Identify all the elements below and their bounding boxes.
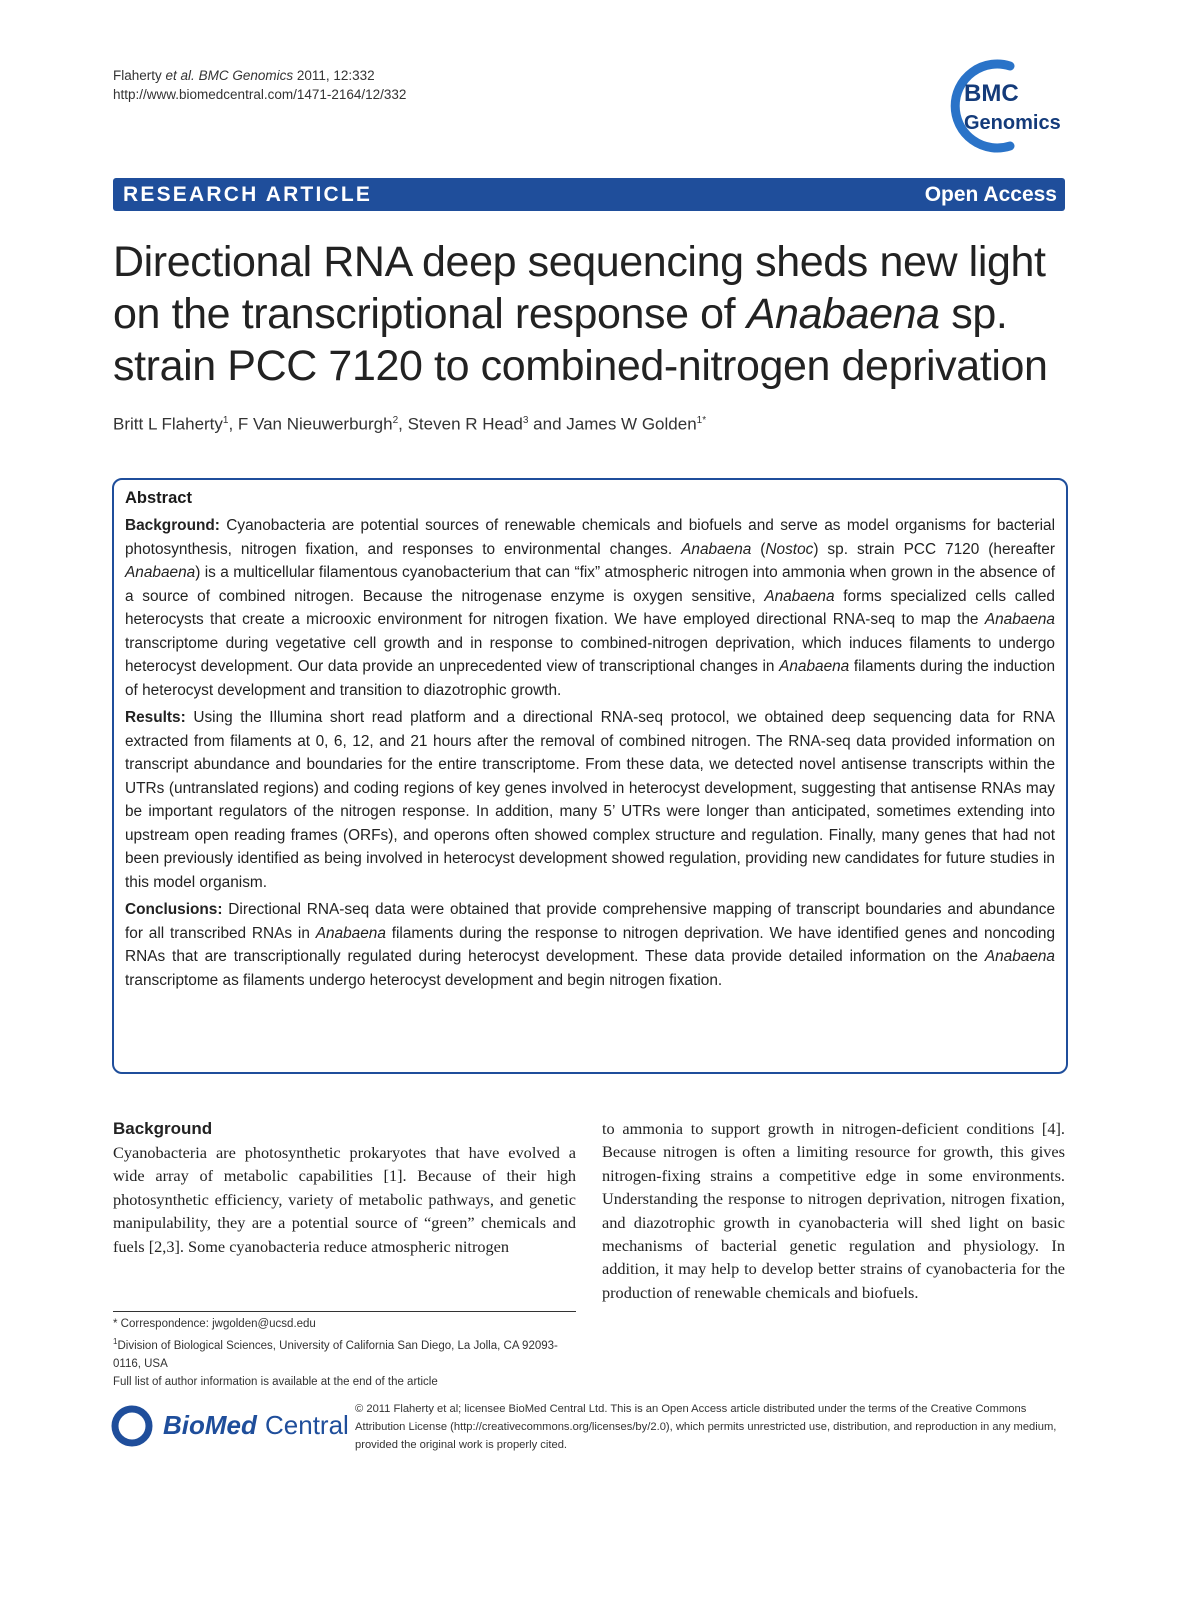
title-italic: Anabaena	[746, 290, 940, 338]
central-logo-text: Central	[265, 1410, 349, 1440]
open-access-label: Open Access	[924, 183, 1057, 206]
section-heading-background: Background	[113, 1119, 213, 1138]
author-2-affil: 2	[392, 415, 399, 426]
abstract-text: transcriptome during vegetative cell growth and in response to combined-nitrogen deprivation, which induces filaments to undergo heterocyst development. Our data provide an unprecedented view of transcriptional changes in	[125, 634, 1055, 675]
bmc-logo-name: BMC	[964, 80, 1019, 107]
citation-line	[113, 66, 406, 85]
abstract-background	[125, 514, 1055, 702]
abstract-text: filaments during the induction of heterocyst development and transition to diazotrophic growth.	[125, 658, 1056, 699]
abstract-text: ) is a multicellular filamentous cyanobacterium that can “fix” atmospheric nitrogen into ammonia when grown in the absence of a source of combined nitrogen. Because the nitrogenase enzyme is oxygen sensitive,	[125, 564, 1055, 605]
author-separator: ,	[398, 414, 408, 434]
biomed-logo-text: BioMed	[163, 1410, 257, 1440]
abstract-text: transcriptome as filaments undergo heterocyst development and begin nitrogen fixation.	[125, 971, 723, 989]
abstract-italic: Anabaena	[315, 924, 386, 942]
body-paragraph: to ammonia to support growth in nitrogen-deficient conditions [4]. Because nitrogen is often a limiting resource for growth, this gives nitrogen-fixing strains a competitive edge in some environments. Understanding the response to nitrogen deprivation, nitrogen fixation, and diazotrophic growth in cyanobacteria will shed light on basic mechanisms of bacterial genetic regulation and physiology. In addition, it may help to develop better strains of cyanobacteria for the production of renewable chemicals and biofuels.	[602, 1119, 1065, 1302]
author-4-affil: 1*	[696, 415, 707, 426]
abstract-heading: Abstract	[125, 489, 192, 507]
citation-journal: BMC Genomics	[198, 68, 294, 83]
author-2: F Van Nieuwerburgh	[237, 414, 393, 434]
abstract-text: Directional RNA-seq data were obtained that provide comprehensive mapping of transcript boundaries and abundance for all transcribed RNAs in	[125, 901, 1055, 942]
author-4: James W Golden	[566, 414, 697, 434]
abstract-text: Cyanobacteria are potential sources of renewable chemicals and biofuels and serve as model organisms for bacterial photosynthesis, nitrogen fixation, and responses to environmental changes.	[125, 517, 1055, 558]
author-list	[113, 408, 706, 438]
author-1-affil: 1	[222, 415, 229, 426]
abstract-text: filaments during the response to nitrogen deprivation. We have identified genes and noncoding RNAs that are transcriptionally regulated during heterocyst development. These data provide detailed information on the	[125, 924, 1056, 965]
footnote-divider	[113, 1311, 576, 1312]
author-separator: ,	[228, 414, 238, 434]
abstract-text: (	[751, 540, 766, 558]
article-type-bar	[113, 178, 1065, 211]
abstract-text: forms specialized cells called heterocysts that create a microoxic environment for nitrogen fixation. We have employed directional RNA-seq to map the	[125, 587, 1055, 628]
abstract-box	[112, 478, 1068, 1074]
abstract-italic: Anabaena	[681, 540, 752, 558]
author-separator: and	[528, 414, 567, 434]
abstract-italic: Nostoc	[765, 540, 814, 558]
abstract-conclusions-label: Conclusions:	[125, 901, 223, 918]
author-3: Steven R Head	[407, 414, 523, 434]
biomed-central-logo	[110, 1402, 349, 1450]
correspondence-note: * Correspondence: jwgolden@ucsd.edu	[113, 1318, 316, 1330]
abstract-italic: Anabaena	[984, 948, 1055, 965]
author-3-affil: 3	[522, 415, 529, 426]
abstract-text: Using the Illumina short read platform and a directional RNA-seq protocol, we obtained deep sequencing data for RNA extracted from filaments at 0, 6, 12, and 21 hours after the removal of combined nitrogen. The RNA-seq data provided information on transcript abundance and boundaries for the entire transcriptome. From these data, we detected novel antisense transcripts within the UTRs (untranslated regions) and coding regions of key genes involved in heterocyst development, suggesting that antisense RNAs may be important regulators of the nitrogen response. In addition, many 5’ UTRs were longer than anticipated, sometimes extending into upstream open reading frames (ORFs), and operons often showed complex structure and regulation. Finally, many genes that had not been previously identified as being involved in heterocyst development showed regulation, providing new candidates for future studies in this model organism.	[125, 709, 1055, 891]
article-url[interactable]: http://www.biomedcentral.com/1471-2164/12/332	[113, 87, 407, 102]
abstract-conclusions	[125, 898, 1055, 992]
body-paragraph: Cyanobacteria are photosynthetic prokaryotes that have evolved a wide array of metabolic capabilities [1]. Because of their high photosynthetic efficiency, variety of metabolic pathways, and genetic manipulability, they are a potential source of “green” chemicals and fuels [2,3]. Some cyanobacteria reduce atmospheric nitrogen	[113, 1143, 576, 1256]
author-info-note: Full list of author information is available at the end of the article	[113, 1375, 438, 1388]
abstract-background-label: Background:	[125, 517, 220, 534]
footnotes	[113, 1315, 576, 1391]
abstract-results-label: Results:	[125, 709, 186, 726]
affiliation-note	[113, 1333, 576, 1373]
body-column-right	[602, 1117, 1065, 1304]
abstract-italic: Anabaena	[764, 587, 835, 605]
abstract-text: ) sp. strain PCC 7120 (hereafter	[813, 540, 1055, 558]
affiliation-text: Division of Biological Sciences, University of California San Diego, La Jolla, CA 92093-0116, USA	[113, 1339, 558, 1370]
article-title	[113, 236, 1073, 392]
citation-etal: et al.	[165, 68, 195, 83]
author-1: Britt L Flaherty	[113, 414, 223, 434]
article-type: RESEARCH ARTICLE	[123, 183, 373, 206]
citation-volume: 2011, 12:332	[293, 68, 375, 83]
body-column-left	[113, 1117, 576, 1258]
citation-authors: Flaherty	[113, 68, 166, 83]
abstract-italic: Anabaena	[779, 658, 850, 675]
affiliation-sup: 1	[113, 1337, 118, 1346]
abstract-results	[125, 706, 1055, 894]
citation	[113, 66, 406, 104]
abstract-italic: Anabaena	[125, 564, 196, 581]
biomed-central-ring-icon	[110, 1404, 154, 1448]
bmc-logo-sub: Genomics	[964, 112, 1061, 134]
abstract-italic: Anabaena	[984, 611, 1055, 628]
bmc-genomics-logo	[942, 56, 1082, 156]
license-statement: © 2011 Flaherty et al; licensee BioMed Central Ltd. This is an Open Access article distributed under the terms of the Creative Commons Attribution License (http://creativecommons.org/licenses/by/2.0), which permits unrestricted use, distribution, and reproduction in any medium, provided the original work is properly cited.	[355, 1403, 1057, 1451]
title-part-2: sp. strain PCC 7120 to combined-nitrogen deprivation	[113, 290, 1048, 390]
title-part-1: Directional RNA deep sequencing sheds new light on the transcriptional response of	[113, 238, 1046, 338]
